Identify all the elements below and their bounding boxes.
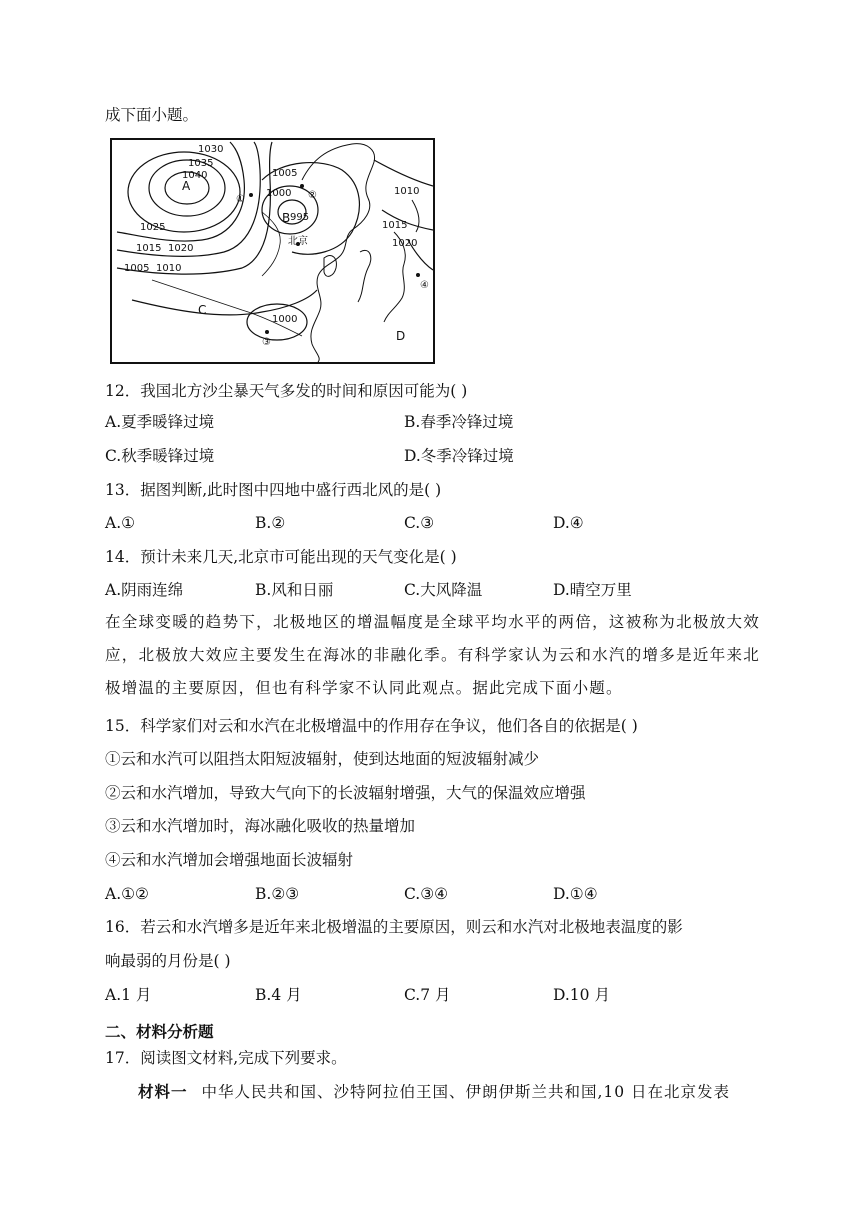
q12-stem: 12．我国北方沙尘暴天气多发的时间和原因可能为( )	[105, 382, 468, 400]
q12-option-a[interactable]: A.夏季暖锋过境	[105, 413, 215, 431]
q14-stem: 14．预计未来几天,北京市可能出现的天气变化是( )	[105, 548, 457, 566]
q16-stem-line1: 16．若云和水汽增多是近年来北极增温的主要原因，则云和水汽对北极地表温度的影	[105, 918, 683, 936]
isobar-label: 1020	[168, 243, 194, 254]
isobar-label: 1020	[392, 238, 418, 249]
q15-stem: 15．科学家们对云和水汽在北极增温中的作用存在争议，他们各自的依据是( )	[105, 717, 638, 735]
city-beijing: 北京	[288, 236, 308, 247]
pressure-center-a: A	[182, 179, 191, 193]
isobar-label: 1025	[140, 222, 166, 233]
isobar-label: 1000	[266, 188, 292, 199]
point-1: ①	[236, 194, 245, 205]
material-label: 材料一	[138, 1083, 188, 1101]
point-2: ②	[308, 190, 317, 201]
isobar-label: 1005	[272, 168, 298, 179]
q12-option-b[interactable]: B.春季冷锋过境	[404, 413, 514, 431]
isobar-map	[110, 138, 435, 364]
q13-option-b[interactable]: B.②	[255, 514, 286, 532]
q14-option-d[interactable]: D.晴空万里	[553, 581, 632, 599]
q16-option-b[interactable]: B.4 月	[255, 986, 302, 1004]
q13-option-a[interactable]: A.①	[105, 514, 136, 532]
isobar-label: 1035	[188, 158, 214, 169]
q14-option-b[interactable]: B.风和日丽	[255, 581, 334, 599]
isobar-label: 1010	[394, 186, 420, 197]
q14-option-c[interactable]: C.大风降温	[404, 581, 483, 599]
passage: 在全球变暖的趋势下，北极地区的增温幅度是全球平均水平的两倍，这被称为北极放大效应，北极放大效应主要发生在海冰的非融化季。有科学家认为云和水汽的增多是近年来北极增温的主要原因，但也有科学家不认同此观点。据此完成下面小题。	[105, 613, 760, 697]
isobar-label: 1040	[182, 170, 208, 181]
q13-stem: 13．据图判断,此时图中四地中盛行西北风的是( )	[105, 481, 442, 499]
q14-option-a[interactable]: A.阴雨连绵	[105, 581, 184, 599]
isobar-map-drawing	[112, 140, 433, 362]
q15-statement-2: ②云和水汽增加，导致大气向下的长波辐射增强，大气的保温效应增强	[105, 784, 586, 802]
q17-stem: 17．阅读图文材料,完成下列要求。	[105, 1049, 347, 1067]
isobar-label: 1000	[272, 314, 298, 325]
q16-option-a[interactable]: A.1 月	[105, 986, 152, 1004]
label-c: C	[198, 303, 207, 317]
q15-statement-3: ③云和水汽增加时，海冰融化吸收的热量增加	[105, 817, 416, 835]
isobar-label: 1030	[198, 144, 224, 155]
material-one	[138, 1081, 730, 1103]
q12-option-d[interactable]: D.冬季冷锋过境	[404, 447, 514, 465]
isobar-label: 1015	[382, 220, 408, 231]
isobar-label: 995	[290, 212, 310, 223]
q12-option-c[interactable]: C.秋季暖锋过境	[105, 447, 215, 465]
point-4: ④	[420, 280, 429, 291]
q16-option-c[interactable]: C.7 月	[404, 986, 451, 1004]
isobar-label: 1010	[156, 263, 182, 274]
q15-option-d[interactable]: D.①④	[553, 885, 598, 903]
isobar-label: 1015	[136, 243, 162, 254]
q13-option-d[interactable]: D.④	[553, 514, 584, 532]
section-heading: 二、材料分析题	[105, 1023, 214, 1041]
label-d: D	[396, 329, 406, 343]
pressure-center-b: B	[282, 211, 291, 225]
q16-stem-line2: 响最弱的月份是( )	[105, 952, 231, 970]
q13-option-c[interactable]: C.③	[404, 514, 435, 532]
q15-option-b[interactable]: B.②③	[255, 885, 300, 903]
material-text: 中华人民共和国、沙特阿拉伯王国、伊朗伊斯兰共和国,10 日在北京发表	[201, 1083, 731, 1101]
q15-option-a[interactable]: A.①②	[105, 885, 149, 903]
point-3: ③	[262, 337, 271, 348]
q15-statement-4: ④云和水汽增加会增强地面长波辐射	[105, 851, 354, 869]
q15-statement-1: ①云和水汽可以阻挡太阳短波辐射，使到达地面的短波辐射减少	[105, 750, 540, 768]
isobar-label: 1005	[124, 263, 150, 274]
q16-option-d[interactable]: D.10 月	[553, 986, 610, 1004]
q15-option-c[interactable]: C.③④	[404, 885, 449, 903]
intro-tail: 成下面小题。	[105, 106, 199, 124]
